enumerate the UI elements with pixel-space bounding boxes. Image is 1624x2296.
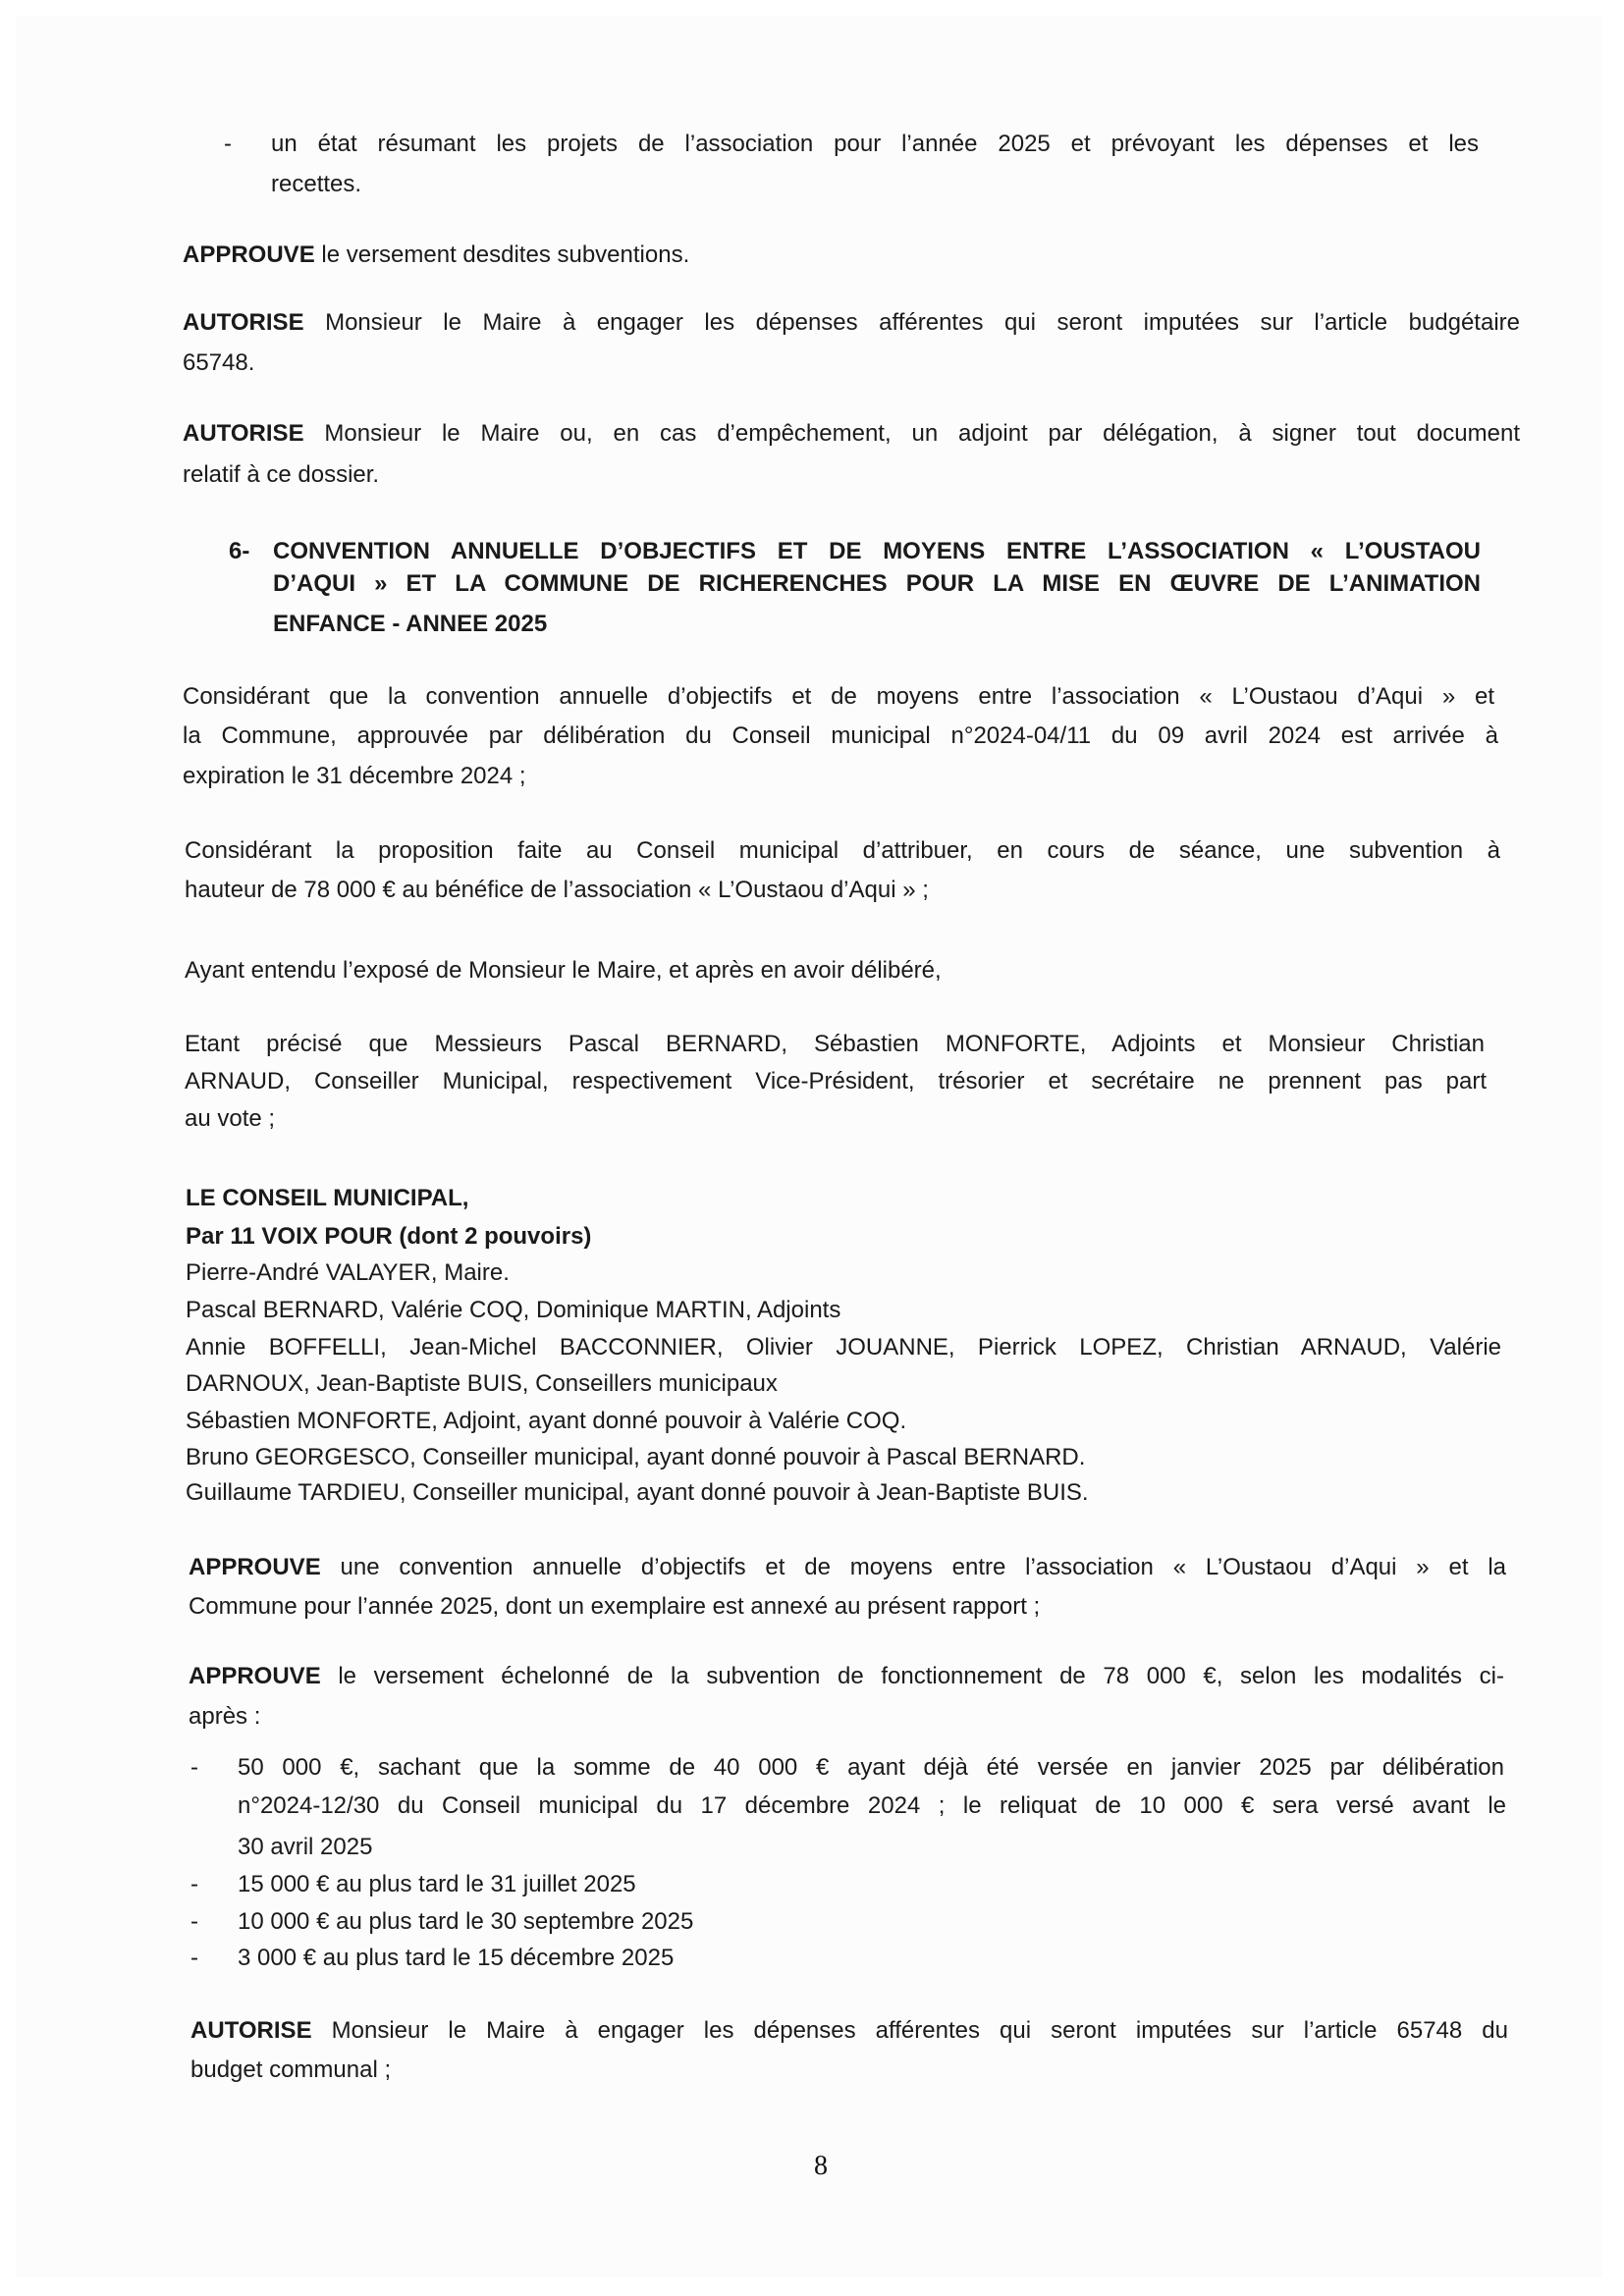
authorize-paragraph-3-line-2: budget communal ; <box>190 2056 392 2083</box>
considering-paragraph-2-line-2: hauteur de 78 000 € au bénéfice de l’association « L’Oustaou d’Aqui » ; <box>185 877 929 903</box>
noting-paragraph-line-3: au vote ; <box>185 1105 276 1132</box>
council-label: LE CONSEIL MUNICIPAL, <box>186 1185 469 1211</box>
authorize-text: Monsieur le Maire ou, en cas d’empêchement, un adjoint par délégation, à signer tout document <box>303 420 1520 447</box>
bullet-dash: - <box>190 1908 198 1935</box>
approve-text: le versement desdites subventions. <box>314 241 690 268</box>
vote-result: Par 11 VOIX POUR (dont 2 pouvoirs) <box>186 1223 592 1250</box>
approve-keyword: APPROUVE <box>183 241 315 268</box>
having-heard-paragraph: Ayant entendu l’exposé de Monsieur le Maire, et après en avoir délibéré, <box>185 957 942 984</box>
bullet-dash: - <box>190 1871 198 1897</box>
voter-line: DARNOUX, Jean-Baptiste BUIS, Conseillers municipaux <box>186 1370 778 1397</box>
authorize-text: Monsieur le Maire à engager les dépenses afférentes qui seront imputées sur l’article budgétaire <box>303 309 1520 336</box>
payment-item-1-line-1: 50 000 €, sachant que la somme de 40 000 € ayant déjà été versée en janvier 2025 par délibération <box>238 1754 1504 1781</box>
considering-paragraph-1-line-2: la Commune, approuvée par délibération du Conseil municipal n°2024-04/11 du 09 avril 2024 est arrivée à <box>183 722 1498 749</box>
noting-paragraph-line-2: ARNAUD, Conseiller Municipal, respectivement Vice-Président, trésorier et secrétaire ne prennent pas part <box>185 1068 1487 1095</box>
approve-paragraph-2-line-1 <box>189 1553 1506 1582</box>
authorize-paragraph-1-line-2: 65748. <box>183 349 255 376</box>
section-heading-line-3: ENFANCE - ANNEE 2025 <box>273 611 548 637</box>
payment-item-1-line-3: 30 avril 2025 <box>238 1834 373 1860</box>
considering-paragraph-1-line-1: Considérant que la convention annuelle d’objectifs et de moyens entre l’association « L’Oustaou d’Aqui » et <box>183 683 1494 710</box>
approve-paragraph-2-line-2: Commune pour l’année 2025, dont un exemplaire est annexé au présent rapport ; <box>189 1593 1041 1620</box>
authorize-paragraph-2-line-1 <box>183 419 1520 449</box>
voter-line: Pascal BERNARD, Valérie COQ, Dominique MARTIN, Adjoints <box>186 1297 841 1323</box>
payment-item-3: 10 000 € au plus tard le 30 septembre 2025 <box>238 1908 694 1935</box>
approve-paragraph-1 <box>183 240 689 270</box>
voter-line: Annie BOFFELLI, Jean-Michel BACCONNIER, Olivier JOUANNE, Pierrick LOPEZ, Christian ARNAUD, Valérie <box>186 1334 1501 1361</box>
intro-bullet-line-1: un état résumant les projets de l’association pour l’année 2025 et prévoyant les dépenses et les <box>271 131 1479 157</box>
authorize-paragraph-2-line-2: relatif à ce dossier. <box>183 461 380 488</box>
payment-item-1-line-2: n°2024-12/30 du Conseil municipal du 17 décembre 2024 ; le reliquat de 10 000 € sera versé avant le <box>238 1792 1506 1819</box>
considering-paragraph-1-line-3: expiration le 31 décembre 2024 ; <box>183 763 526 789</box>
bullet-dash: - <box>190 1945 198 1971</box>
approve-paragraph-3-line-1 <box>189 1662 1504 1691</box>
authorize-keyword: AUTORISE <box>183 309 304 336</box>
voter-line: Pierre-André VALAYER, Maire. <box>186 1259 510 1286</box>
approve-text: une convention annuelle d’objectifs et de moyens entre l’association « L’Oustaou d’Aqui » et la <box>320 1554 1506 1580</box>
bullet-dash: - <box>224 131 232 157</box>
authorize-paragraph-1-line-1 <box>183 308 1520 338</box>
voter-line: Guillaume TARDIEU, Conseiller municipal, ayant donné pouvoir à Jean-Baptiste BUIS. <box>186 1479 1089 1506</box>
approve-text: le versement échelonné de la subvention de fonctionnement de 78 000 €, selon les modalités ci- <box>320 1663 1504 1689</box>
approve-paragraph-3-line-2: après : <box>189 1703 261 1730</box>
noting-paragraph-line-1: Etant précisé que Messieurs Pascal BERNARD, Sébastien MONFORTE, Adjoints et Monsieur Christian <box>185 1031 1485 1057</box>
authorize-text: Monsieur le Maire à engager les dépenses afférentes qui seront imputées sur l’article 65748 du <box>311 2017 1508 2044</box>
section-number: 6- <box>229 538 250 564</box>
approve-keyword: APPROUVE <box>189 1663 321 1689</box>
page-number: 8 <box>814 2151 828 2181</box>
authorize-keyword: AUTORISE <box>183 420 304 447</box>
intro-bullet-line-2: recettes. <box>271 171 362 197</box>
bullet-dash: - <box>190 1754 198 1781</box>
voter-line: Sébastien MONFORTE, Adjoint, ayant donné pouvoir à Valérie COQ. <box>186 1408 907 1434</box>
approve-keyword: APPROUVE <box>189 1554 321 1580</box>
payment-item-4: 3 000 € au plus tard le 15 décembre 2025 <box>238 1945 675 1971</box>
considering-paragraph-2-line-1: Considérant la proposition faite au Conseil municipal d’attribuer, en cours de séance, une subvention à <box>185 837 1500 864</box>
section-heading-line-2: D’AQUI » ET LA COMMUNE DE RICHERENCHES POUR LA MISE EN ŒUVRE DE L’ANIMATION <box>273 570 1481 597</box>
section-heading-line-1: CONVENTION ANNUELLE D’OBJECTIFS ET DE MOYENS ENTRE L’ASSOCIATION « L’OUSTAOU <box>273 538 1481 564</box>
authorize-keyword: AUTORISE <box>190 2017 312 2044</box>
payment-item-2: 15 000 € au plus tard le 31 juillet 2025 <box>238 1871 636 1897</box>
voter-line: Bruno GEORGESCO, Conseiller municipal, ayant donné pouvoir à Pascal BERNARD. <box>186 1444 1086 1470</box>
authorize-paragraph-3-line-1 <box>190 2016 1508 2046</box>
